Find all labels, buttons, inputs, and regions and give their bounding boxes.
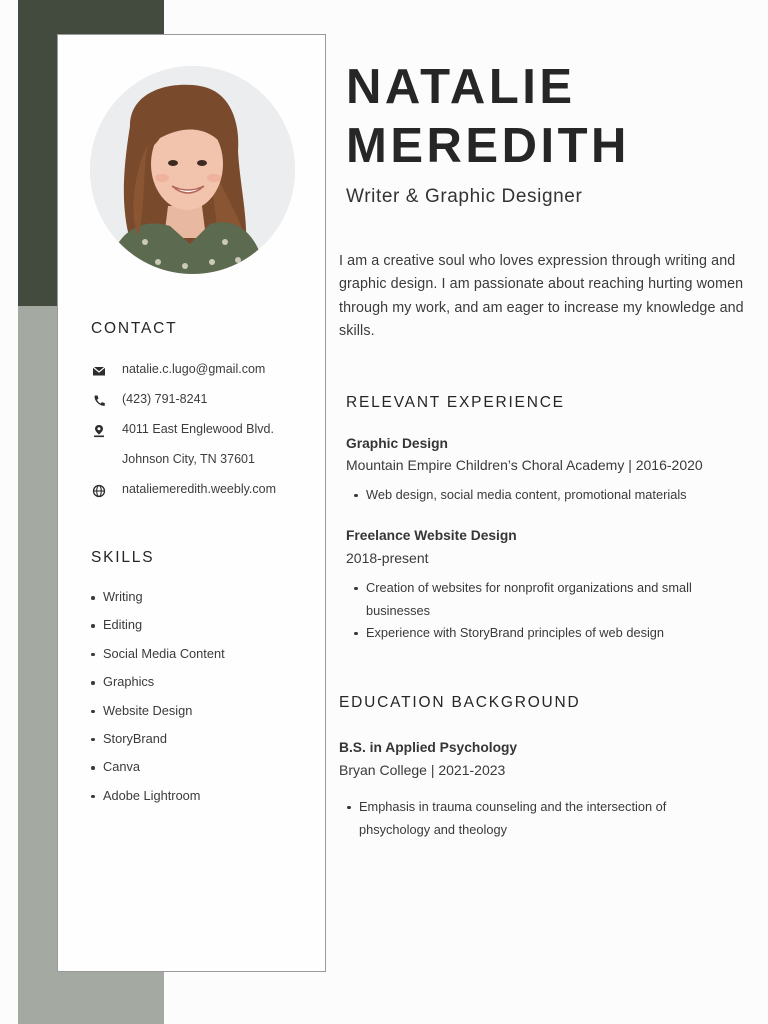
contact-heading: CONTACT	[91, 320, 178, 337]
skill-item: StoryBrand	[91, 729, 225, 757]
job-bullets	[346, 484, 736, 507]
contact-phone[interactable]: (423) 791-8241	[122, 392, 208, 406]
skill-item: Writing	[91, 587, 225, 615]
map-pin-icon	[92, 424, 106, 438]
contact-email[interactable]: natalie.c.lugo@gmail.com	[122, 362, 266, 376]
profile-photo	[90, 66, 295, 274]
education-heading: EDUCATION BACKGROUND	[339, 694, 581, 711]
skill-item: Canva	[91, 757, 225, 785]
candidate-role: Writer & Graphic Designer	[346, 186, 583, 207]
job-title: Freelance Website Design	[346, 528, 517, 543]
envelope-icon	[92, 364, 106, 378]
skill-item: Website Design	[91, 701, 225, 729]
job-title: Graphic Design	[346, 436, 448, 451]
degree-title: B.S. in Applied Psychology	[339, 740, 518, 755]
job-subtitle: 2018-present	[346, 550, 429, 566]
education-bullets	[339, 796, 699, 841]
job-subtitle: Mountain Empire Children’s Choral Academy | 2016-2020	[346, 457, 703, 473]
profile-portrait	[90, 66, 295, 274]
skill-item: Graphics	[91, 672, 225, 700]
skill-item: Adobe Lightroom	[91, 786, 225, 814]
job-bullet: Creation of websites for nonprofit organizations and small businesses	[346, 577, 726, 622]
profile-summary: I am a creative soul who loves expression through writing and graphic design. I am passionate about reaching hurting women through my work, and am eager to increase my knowledge and skills.	[339, 253, 744, 340]
contact-address-line2: Johnson City, TN 37601	[122, 452, 255, 466]
education-bullet: Emphasis in trauma counseling and the intersection of phsychology and theology	[339, 796, 699, 841]
skills-heading: SKILLS	[91, 549, 155, 566]
school-name: Bryan College | 2021-2023	[339, 762, 506, 778]
job-bullets	[346, 577, 726, 645]
globe-icon	[92, 484, 106, 498]
last-name: MEREDITH	[346, 119, 630, 173]
skills-list	[91, 587, 225, 814]
skill-item: Editing	[91, 615, 225, 643]
phone-icon	[92, 394, 106, 408]
job-bullet: Experience with StoryBrand principles of web design	[346, 622, 726, 645]
contact-address-line1: 4011 East Englewood Blvd.	[122, 422, 274, 436]
skill-item: Social Media Content	[91, 644, 225, 672]
contact-website[interactable]: nataliemeredith.weebly.com	[122, 482, 277, 496]
job-bullet: Web design, social media content, promotional materials	[346, 484, 736, 507]
candidate-name	[346, 58, 630, 176]
first-name: NATALIE	[346, 60, 576, 114]
experience-heading: RELEVANT EXPERIENCE	[346, 394, 565, 411]
